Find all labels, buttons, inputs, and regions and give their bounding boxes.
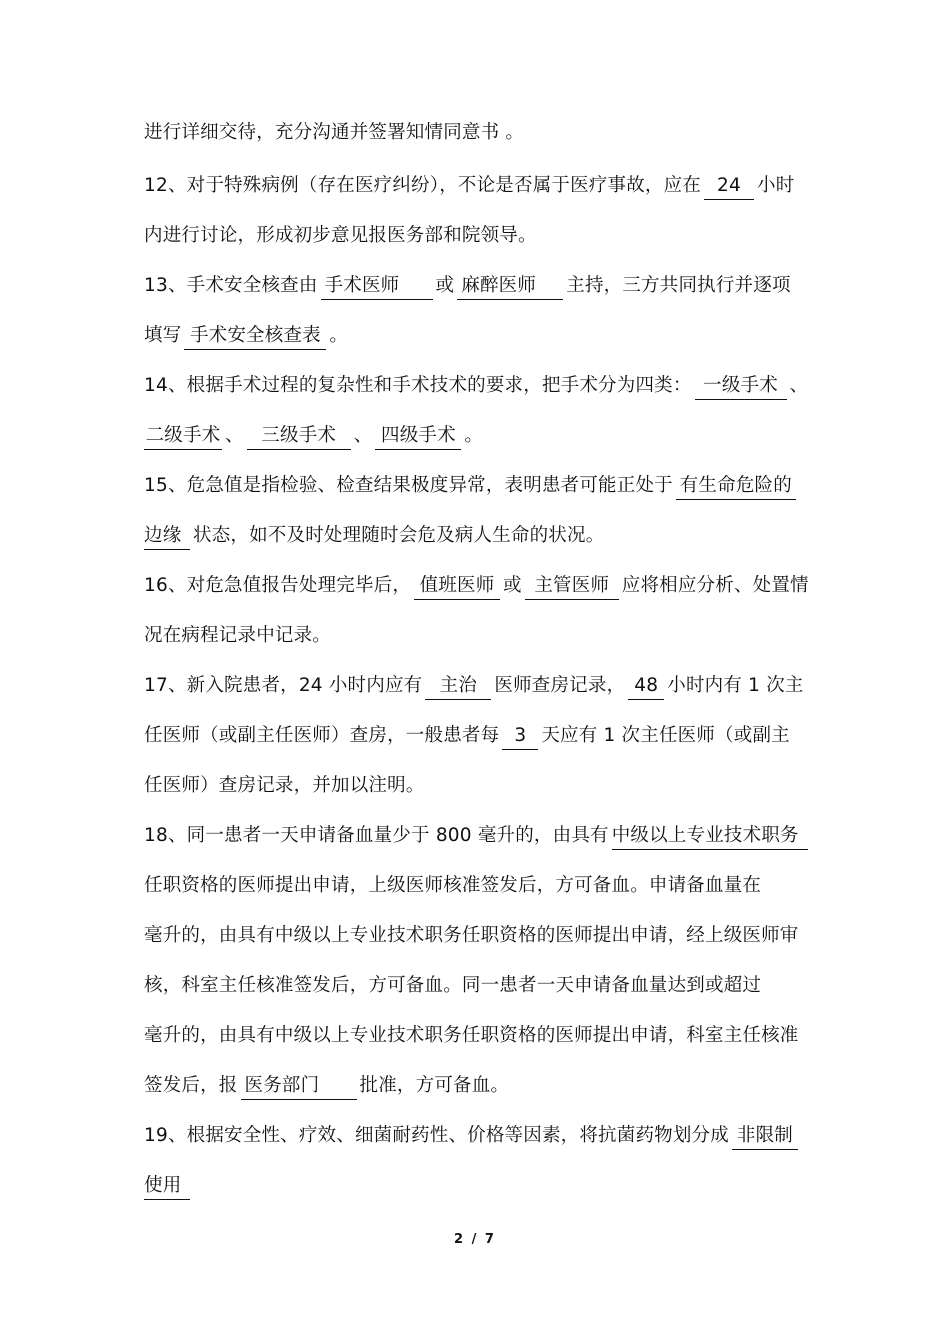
answer-blank: 边缘: [144, 522, 190, 550]
answer-blank: 麻醉医师: [457, 272, 563, 300]
text-line: [144, 1172, 193, 1200]
page-number: 2 / 7: [454, 1232, 496, 1247]
answer-blank: 有生命危险的: [676, 472, 796, 500]
answer-blank: 手术安全核查表: [184, 322, 326, 350]
text-segment: 或: [435, 275, 455, 296]
text-line: [144, 772, 425, 800]
text-segment: 毫升的，由具有中级以上专业技术职务任职资格的医师提出申请，经上级医师审: [144, 925, 799, 946]
text-line: [144, 422, 483, 450]
question-15-line: [144, 472, 799, 500]
answer-blank: 中级以上专业技术职务: [612, 822, 808, 850]
text-line: [144, 972, 761, 1000]
text-line: [144, 1022, 799, 1050]
text-segment: 小时: [757, 175, 795, 196]
answer-blank: 医务部门: [241, 1072, 357, 1100]
text-segment: 19、根据安全性、疗效、细菌耐药性、价格等因素，将抗菌药物划分成: [144, 1125, 729, 1146]
text-segment: 17、新入院患者，24 小时内应有: [144, 675, 423, 696]
text-segment: 。: [329, 325, 349, 346]
answer-blank: 使用: [144, 1172, 190, 1200]
question-19-line: [144, 1122, 801, 1150]
text-segment: 任医师（或副主任医师）查房，一般患者每: [144, 725, 500, 746]
text-segment: 状态，如不及时处理随时会危及病人生命的状况。: [193, 525, 605, 546]
text-segment: 进行详细交待，充分沟通并签署知情同意书 。: [144, 122, 525, 143]
text-segment: 15、危急值是指检验、检查结果极度异常，表明患者可能正处于: [144, 475, 673, 496]
text-segment: 批准，方可备血。: [359, 1075, 510, 1096]
text-line: [144, 322, 348, 350]
text-segment: 核，科室主任核准签发后，方可备血。同一患者一天申请备血量达到或超过: [144, 975, 762, 996]
answer-blank: 四级手术: [375, 422, 461, 450]
answer-blank: 48: [628, 672, 664, 700]
answer-blank: 一级手术: [695, 372, 787, 400]
question-17-line: [144, 672, 804, 700]
text-segment: 、: [225, 425, 244, 446]
text-segment: 。: [464, 425, 484, 446]
text-line: [144, 922, 799, 950]
question-12-line: [144, 172, 794, 200]
answer-blank: 非限制: [732, 1122, 798, 1150]
text-segment: 填写: [144, 325, 182, 346]
question-14-line: [144, 372, 808, 400]
text-segment: 16、对危急值报告处理完毕后，: [144, 575, 412, 596]
text-segment: 签发后，报: [144, 1075, 238, 1096]
text-line: [144, 522, 604, 550]
text-line: [144, 119, 524, 147]
text-segment: 13、手术安全核查由: [144, 275, 318, 296]
answer-blank: 二级手术: [144, 422, 222, 450]
text-line: [144, 872, 761, 900]
text-segment: 应将相应分析、处置情: [621, 575, 809, 596]
text-segment: 18、同一患者一天申请备血量少于 800 毫升的，由具有: [144, 825, 609, 846]
text-line: [144, 1072, 509, 1100]
text-line: [144, 222, 537, 250]
answer-blank: 手术医师: [321, 272, 433, 300]
text-segment: 12、对于特殊病例（存在医疗纠纷），不论是否属于医疗事故，应在: [144, 175, 701, 196]
text-segment: 小时内有 1 次主: [667, 675, 804, 696]
question-13-line: [144, 272, 791, 300]
text-segment: 、: [789, 375, 809, 396]
text-segment: 毫升的，由具有中级以上专业技术职务任职资格的医师提出申请，科室主任核准: [144, 1025, 799, 1046]
text-segment: 或: [503, 575, 522, 596]
text-segment: 任职资格的医师提出申请，上级医师核准签发后，方可备血。申请备血量在: [144, 875, 762, 896]
text-segment: 医师查房记录，: [494, 675, 626, 696]
text-segment: 天应有 1 次主任医师（或副主: [541, 725, 790, 746]
answer-blank: 三级手术: [247, 422, 351, 450]
question-18-line: [144, 822, 811, 850]
answer-blank: 主管医师: [525, 572, 619, 600]
text-segment: 内进行讨论，形成初步意见报医务部和院领导。: [144, 225, 537, 246]
text-segment: 14、根据手术过程的复杂性和手术技术的要求，把手术分为四类：: [144, 375, 692, 396]
text-segment: 任医师）查房记录，并加以注明。: [144, 775, 425, 796]
text-line: [144, 622, 331, 650]
text-line: [144, 722, 790, 750]
answer-blank: 24: [704, 172, 754, 200]
answer-blank: 值班医师: [414, 572, 500, 600]
answer-blank: 主治: [425, 672, 491, 700]
text-segment: 、: [353, 425, 373, 446]
question-16-line: [144, 572, 809, 600]
text-segment: 主持，三方共同执行并逐项: [566, 275, 791, 296]
answer-blank: 3: [502, 722, 538, 750]
text-segment: 况在病程记录中记录。: [144, 625, 332, 646]
